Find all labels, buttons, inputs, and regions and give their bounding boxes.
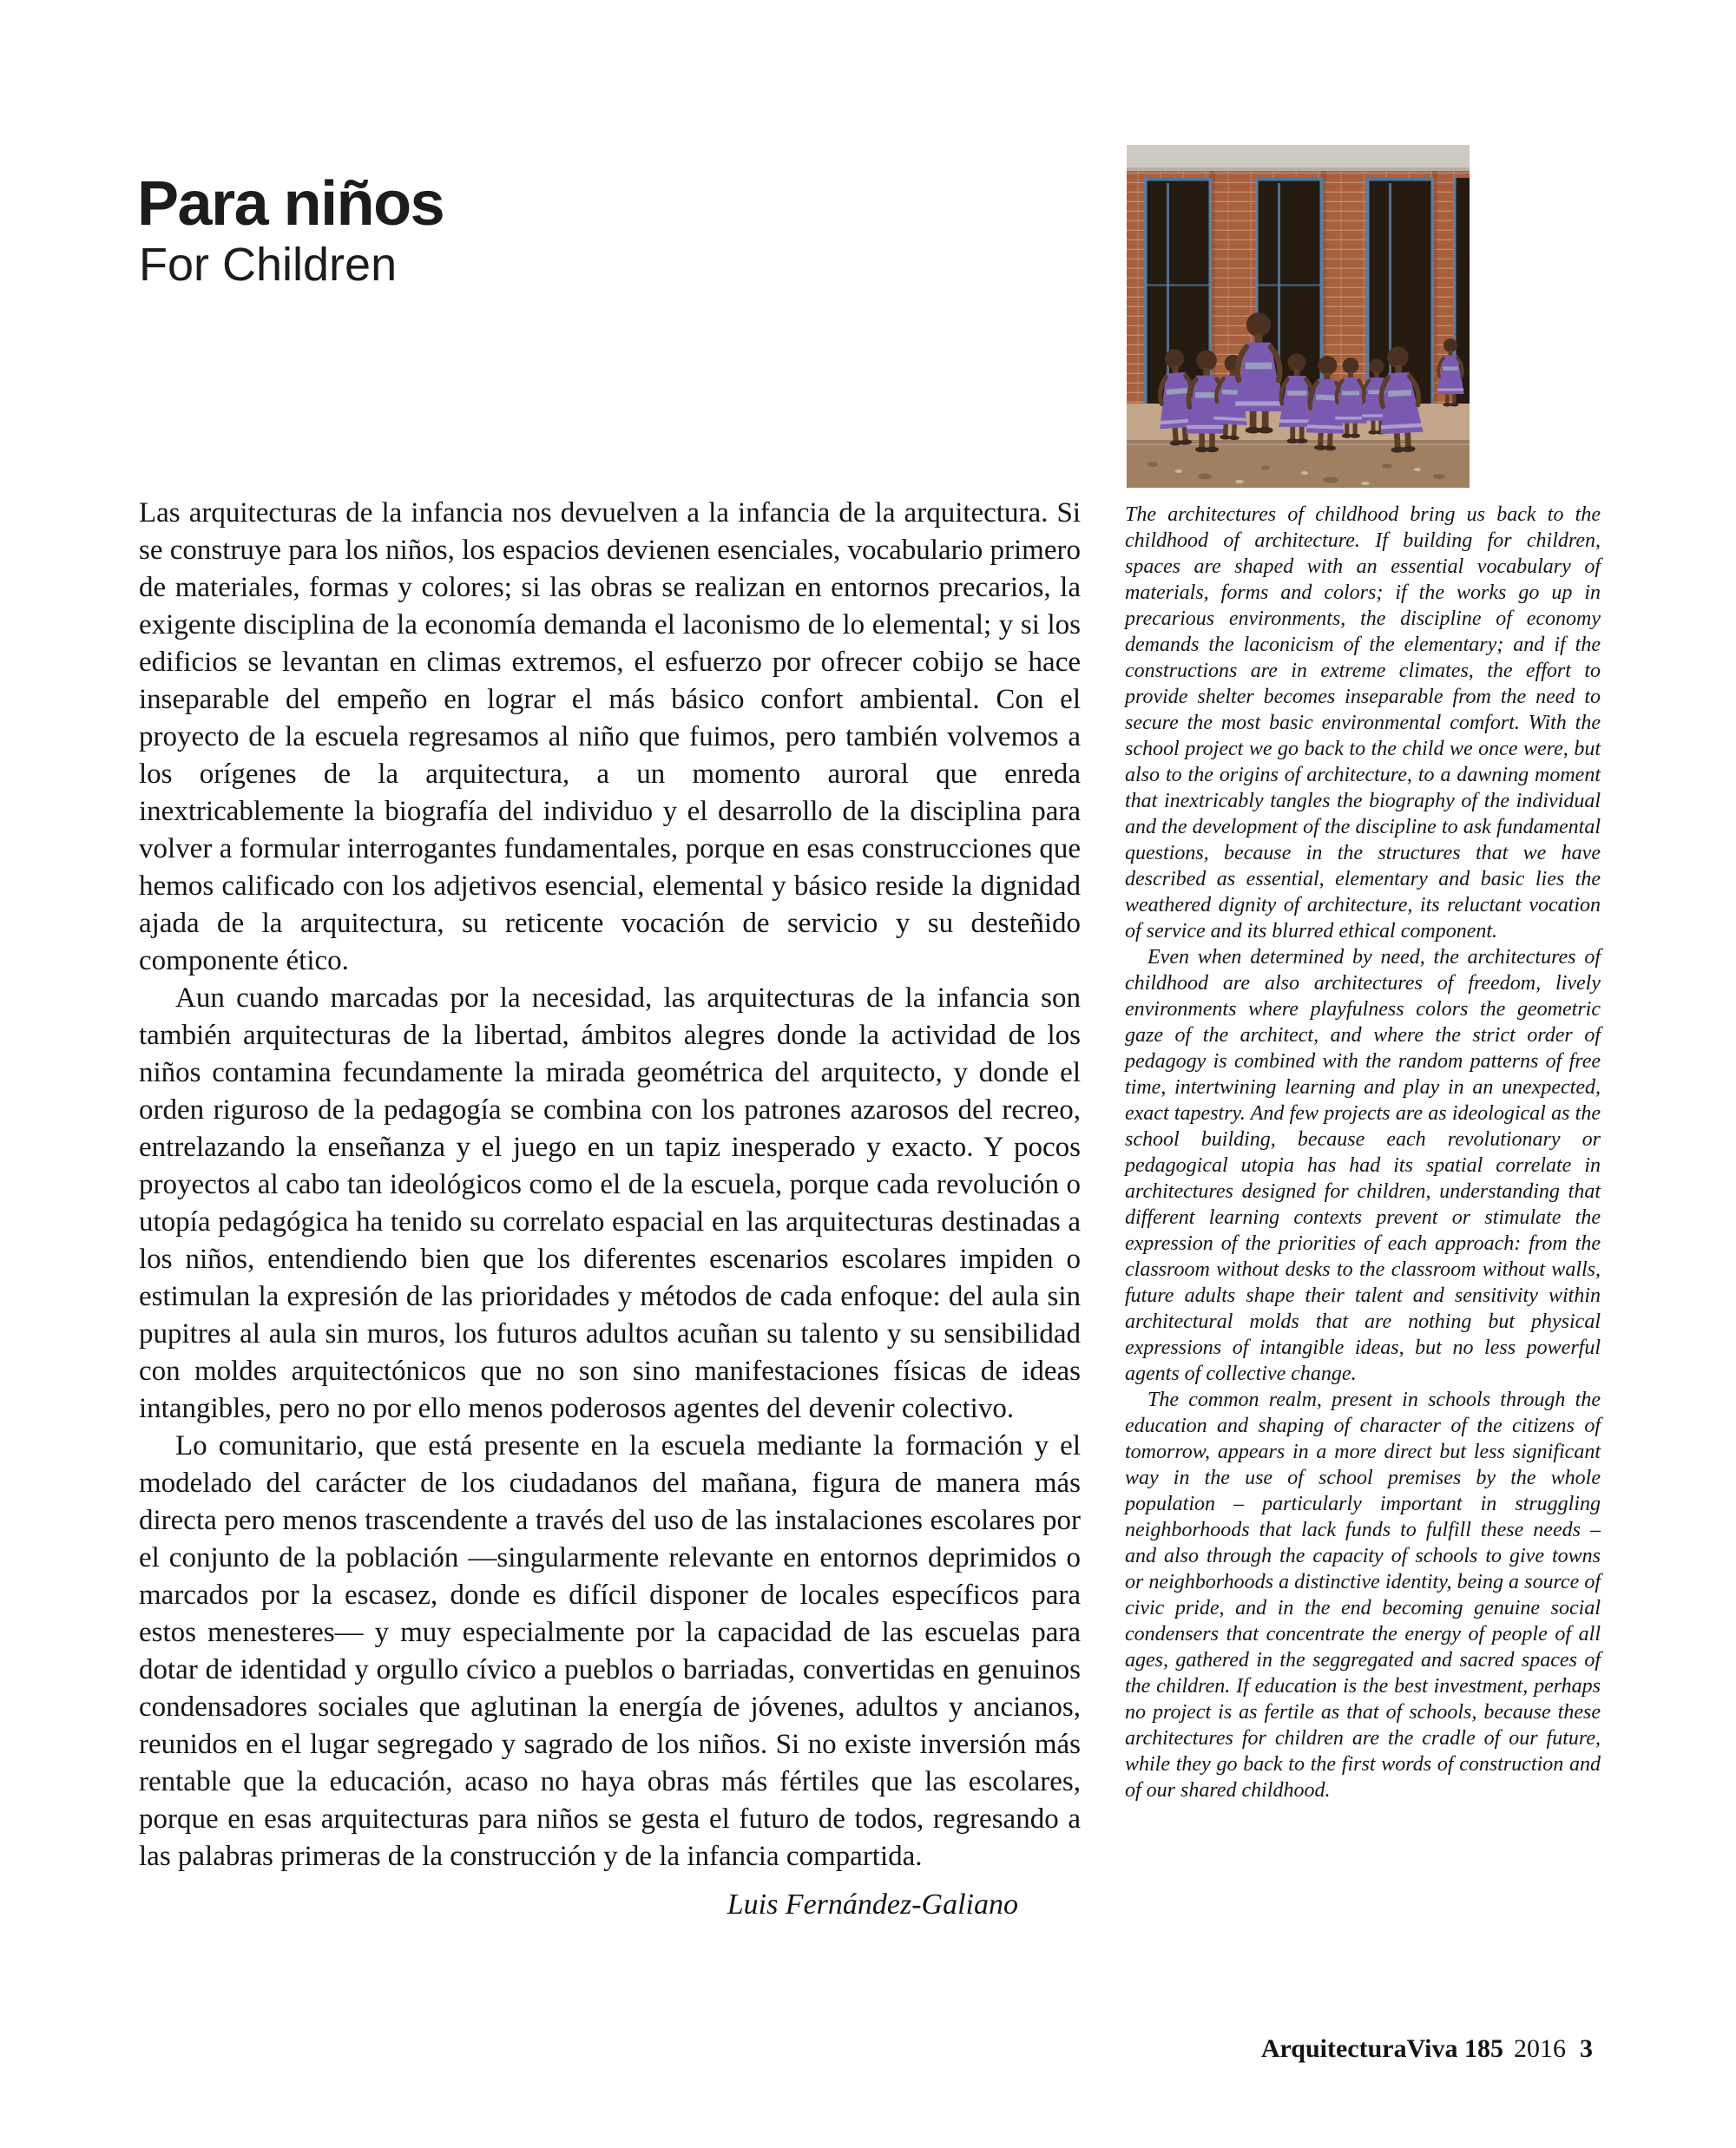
footer-magazine-name: ArquitecturaViva [1260, 2034, 1458, 2063]
page-title: Para niños [137, 169, 444, 240]
school-children-photo [1127, 145, 1470, 488]
author-signature: Luis Fernández-Galiano [727, 1889, 1018, 1921]
footer-page-number: 3 [1580, 2034, 1593, 2063]
footer-year: 2016 [1514, 2034, 1566, 2063]
english-paragraph: The architectures of childhood bring us back to the childhood of architecture. If building for children, spaces are shaped with an essential vocabulary of materials, forms and colors; if the works go up in precarious environments, the discipline of economy demands the laconicism of the elementary; and if the constructions are in extreme climates, the effort to provide shelter becomes inseparable from the need to secure the most basic environmental comfort. With the school project we go back to the child we once were, but also to the origins of architecture, to a dawning moment that inextricably tangles the biography of the individual and the development of the discipline to ask fundamental questions, because in the structures that we have described as essential, elementary and basic lies the weathered dignity of architecture, its reluctant vocation of service and its blurred ethical component. [1125, 503, 1601, 943]
photo-dirt-ground [1127, 445, 1470, 488]
spanish-paragraph: Aun cuando marcadas por la necesidad, las arquitecturas de la infancia son también arquitecturas de la libertad, ámbitos alegres donde la actividad de los niños contamina fecundamente la mirada geométrica del arquitecto, y donde el orden riguroso de la pedagogía se combina con los patrones azarosos del recreo, entrelazando la enseñanza y el juego en un tapiz inesperado y exacto. Y pocos proyectos al cabo tan ideológicos como el de la escuela, porque cada revolución o utopía pedagógica ha tenido su correlato espacial en las arquitecturas destinadas a los niños, entendiendo bien que los diferentes escenarios escolares impiden o estimulan la expresión de las prioridades y métodos de cada enfoque: del aula sin pupitres al aula sin muros, los futuros adultos acuñan su talento y su sensibilidad con moldes arquitectónicos que no son sino manifestaciones físicas de ideas intangibles, pero no por ello menos poderosos agentes del devenir colectivo. [139, 982, 1081, 1424]
footer-issue-number: 185 [1464, 2034, 1503, 2063]
page-footer [1261, 2034, 1593, 2064]
english-paragraph: Even when determined by need, the architectures of childhood are also architectures of freedom, lively environments where playfulness colors the geometric gaze of the architect, and where the strict order of pedagogy is combined with the random patterns of free time, intertwining learning and play in an unexpected, exact tapestry. And few projects are as ideological as the school building, because each revolutionary or pedagogical utopia has had its spatial correlate in architectures designed for children, understanding that different learning contexts prevent or stimulate the expression of the priorities of each approach: from the classroom without desks to the classroom without walls, future adults shape their talent and sensitivity within architectural molds that are nothing but physical expressions of intangible ideas, but no less powerful agents of collective change. [1125, 946, 1601, 1385]
photo-lintel [1127, 145, 1470, 171]
spanish-article-column [139, 495, 1081, 1923]
spanish-paragraph: Las arquitecturas de la infancia nos devuelven a la infancia de la arquitectura. Si se construye para los niños, los espacios devienen esenciales, vocabulario primero de materiales, formas y colores; si las obras se realizan en entornos precarios, la exigente disciplina de la economía demanda el laconismo de lo elemental; y si los edificios se levantan en climas extremos, el esfuerzo por ofrecer cobijo se hace inseparable del empeño en lograr el más básico confort ambiental. Con el proyecto de la escuela regresamos al niño que fuimos, pero también volvemos a los orígenes de la arquitectura, a un momento auroral que enreda inextricablemente la biografía del individuo y el desarrollo de la disciplina para volver a formular interrogantes fundamentales, porque en esas construcciones que hemos calificado con los adjetivos esencial, elemental y básico reside la dignidad ajada de la arquitectura, su reticente vocación de servicio y su desteñido componente ético. [139, 497, 1081, 976]
page-subtitle: For Children [139, 238, 398, 291]
spanish-paragraph: Lo comunitario, que está presente en la escuela mediante la formación y el modelado del carácter de los ciudadanos del mañana, figura de manera más directa pero menos trascendente a través del uso de las instalaciones escolares por el conjunto de la población —singularmente relevante en entornos deprimidos o marcados por la escasez, donde es difícil disponer de locales específicos para estos menesteres— y muy especialmente por la capacidad de las escuelas para dotar de identidad y orgullo cívico a pueblos o barriadas, convertidas en genuinos condensadores sociales que aglutinan la energía de jóvenes, adultos y ancianos, reunidos en el lugar segregado y sagrado de los niños. Si no existe inversión más rentable que la educación, acaso no haya obras más fértiles que las escolares, porque en esas arquitecturas para niños se gesta el futuro de todos, regresando a las palabras primeras de la construcción y de la infancia compartida. [139, 1430, 1081, 1872]
english-translation-column [1125, 502, 1601, 1803]
english-paragraph: The common realm, present in schools through the education and shaping of character of the citizens of tomorrow, appears in a more direct but less significant way in the use of school premises by the whole population – particularly important in struggling neighborhoods that lack funds to fulfill these needs – and also through the capacity of schools to give towns or neighborhoods a distinctive identity, being a source of civic pride, and in the end becoming genuine social condensers that concentrate the energy of people of all ages, gathered in the seggregated and sacred spaces of the children. If education is the best investment, perhaps no project is as fertile as that of schools, because these architectures for children are the cradle of our future, while they go back to the first words of construction and of our shared childhood. [1125, 1389, 1601, 1802]
photo-doorways [1144, 178, 1470, 405]
